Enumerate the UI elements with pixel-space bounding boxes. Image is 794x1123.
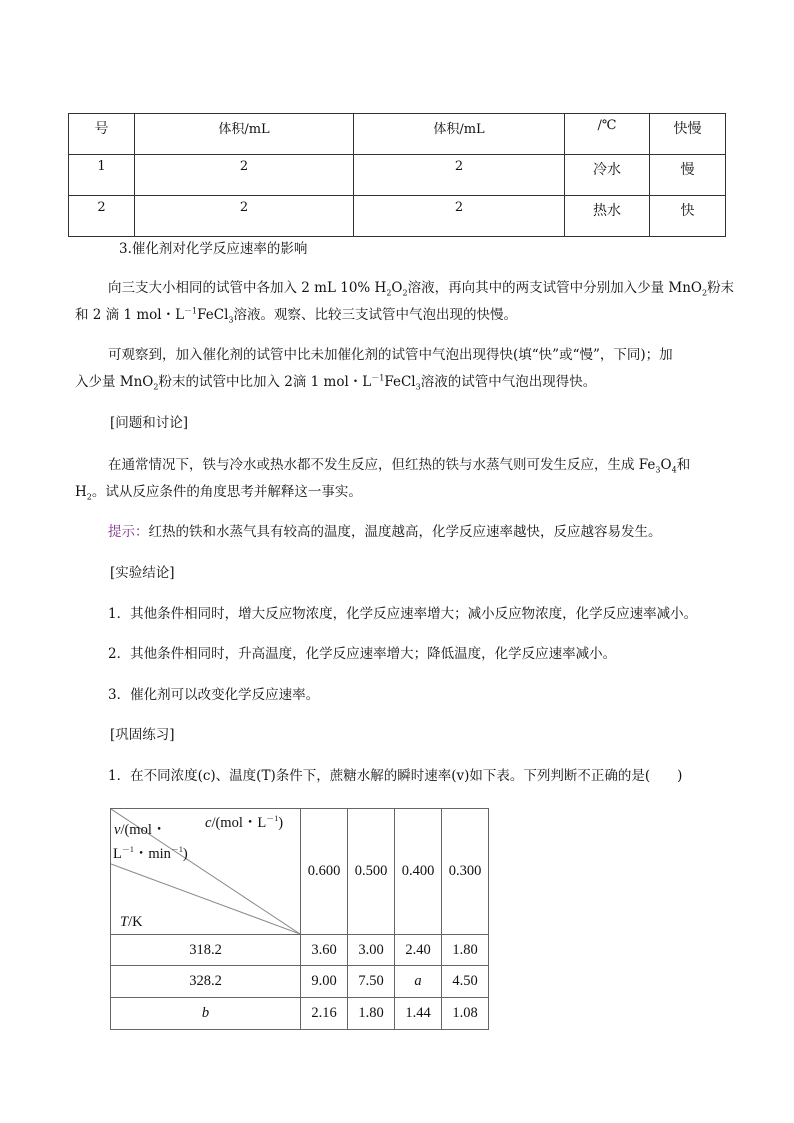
table-cell: 快: [650, 196, 726, 237]
table-cell: 冷水: [565, 155, 650, 196]
paragraph-line: 在通常情况下，铁与冷水或热水都不发生反应，但红热的铁与水蒸气则可发生反应，生成 $Fe_3O_4$和: [108, 457, 691, 475]
hint-label: 提示：: [108, 524, 149, 540]
rate-cell: 1.80: [348, 998, 395, 1030]
temperature-cell: b: [111, 998, 301, 1030]
table-row: [111, 998, 489, 1030]
question-text: 1．在不同浓度(c)、温度(T)条件下，蔗糖水解的瞬时速率(v)如下表。下列判断不正确的是( ): [108, 768, 683, 784]
table-cell: 2: [135, 196, 354, 237]
table-header-row: [69, 114, 726, 155]
paragraph-line: 入少量 MnO$_2$粉末的试管中比加入 2滴 1 mol・$L^{-1}FeCl_3$溶液的试管中气泡出现得快。: [75, 373, 597, 392]
table-header-cell: 体积/mL: [354, 114, 565, 155]
table-row: [111, 935, 489, 966]
table-header-cell: 体积/mL: [135, 114, 354, 155]
table-row: [111, 966, 489, 998]
rate-cell: 1.80: [442, 935, 489, 966]
list-item: 3．催化剂可以改变化学反应速率。: [108, 687, 320, 703]
table-cell: 慢: [650, 155, 726, 196]
table-cell: 1: [69, 155, 135, 196]
table-cell: 2: [354, 155, 565, 196]
concentration-header: 0.500: [348, 809, 395, 935]
rate-cell: 9.00: [301, 966, 348, 998]
table-row: [69, 155, 726, 196]
table-header-cell: 快慢: [650, 114, 726, 155]
rate-cell: 1.08: [442, 998, 489, 1030]
table-cell: 2: [135, 155, 354, 196]
concentration-header: 0.400: [395, 809, 442, 935]
temperature-cell: 318.2: [111, 935, 301, 966]
table-cell: 2: [354, 196, 565, 237]
rate-cell: 2.16: [301, 998, 348, 1030]
hint-line: 提示：红热的铁和水蒸气具有较高的温度，温度越高，化学反应速率越快，反应越容易发生。: [108, 524, 662, 540]
sucrose-rate-table: [110, 808, 489, 1030]
temperature-cell: 328.2: [111, 966, 301, 998]
paragraph-line: $H_2$。试从反应条件的角度思考并解释这一事实。: [75, 484, 362, 502]
experiment-table: [68, 113, 726, 237]
paragraph-line: 和 2 滴 1 mol・$L^{-1}FeCl_3$溶液。观察、比较三支试管中气泡出现的快慢。: [75, 306, 518, 325]
rate-cell: 7.50: [348, 966, 395, 998]
concentration-header: 0.300: [442, 809, 489, 935]
section-heading: [问题和讨论]: [110, 415, 189, 431]
rate-cell: 4.50: [442, 966, 489, 998]
section-heading: [巩固练习]: [110, 727, 175, 743]
t-axis-label: T/K: [120, 914, 143, 930]
v-axis-unit: $L^{-1}$・$\min^{-1}$): [113, 845, 188, 862]
c-axis-label: c/(mol・$L^{-1}$): [205, 814, 284, 831]
rate-cell: a: [395, 966, 442, 998]
rate-cell: 2.40: [395, 935, 442, 966]
section-heading: [实验结论]: [110, 565, 175, 581]
rate-cell: 3.60: [301, 935, 348, 966]
rate-cell: 3.00: [348, 935, 395, 966]
table-header-row: [111, 809, 489, 935]
table-cell: 热水: [565, 196, 650, 237]
table-header-cell: /℃: [565, 114, 650, 155]
diagonal-header-cell: [111, 809, 301, 935]
rate-cell: 1.44: [395, 998, 442, 1030]
list-item: 1．其他条件相同时，增大反应物浓度，化学反应速率增大；减小反应物浓度，化学反应速率减小。: [108, 606, 698, 622]
table-header-cell: 号: [69, 114, 135, 155]
table-row: [69, 196, 726, 237]
table-cell: 2: [69, 196, 135, 237]
v-axis-label: v/(mol・: [114, 822, 167, 838]
list-item: 2．其他条件相同时，升高温度，化学反应速率增大；降低温度，化学反应速率减小。: [108, 646, 617, 662]
paragraph-line: 可观察到，加入催化剂的试管中比未加催化剂的试管中气泡出现得快(填“快”或“慢”，下同)；加: [108, 347, 673, 363]
section-title: 3.催化剂对化学反应速率的影响: [119, 241, 308, 257]
paragraph-line: 向三支大小相同的试管中各加入 2 mL 10% $H_2O_2$溶液，再向其中的两支试管中分别加入少量 MnO$_2$粉末: [108, 280, 735, 298]
concentration-header: 0.600: [301, 809, 348, 935]
